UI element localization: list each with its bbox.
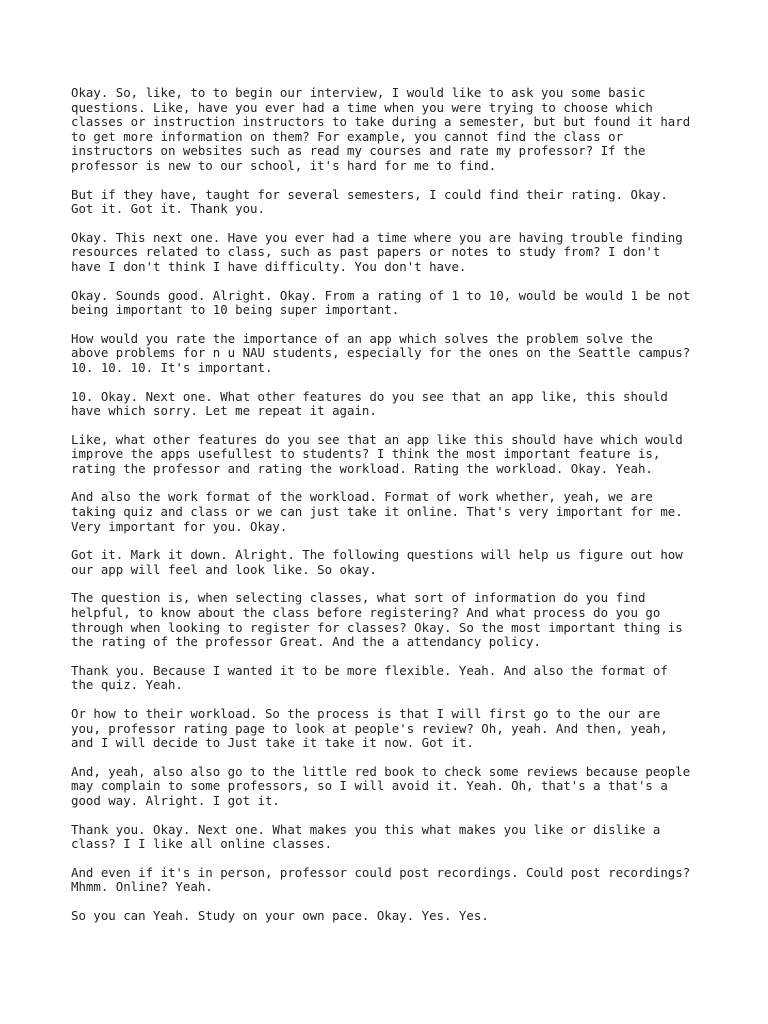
transcript-paragraph: Like, what other features do you see that an app like this should have which would improve the apps usefullest to students? I think the most important feature is, rating the professor and rating the workload. Rating the workload. Okay. Yeah. [71,431,683,476]
transcript-paragraph: 10. Okay. Next one. What other features do you see that an app like, this should have which sorry. Let me repeat it again. [71,388,668,419]
transcript-paragraph: Okay. Sounds good. Alright. Okay. From a rating of 1 to 10, would be would 1 be not being important to 10 being super important. [71,287,691,318]
transcript-paragraph: Got it. Mark it down. Alright. The following questions will help us figure out how our app will feel and look like. So okay. [71,547,683,577]
transcript-paragraph: Thank you. Okay. Next one. What makes you this what makes you like or dislike a class? I I like all online classes. [71,821,661,852]
transcript-paragraph: Or how to their workload. So the process is that I will first go to the our are you, professor rating page to look at people's review? Oh, yeah. And then, yeah, and I will decide to Just take it take it now. Got it. [71,706,668,751]
transcript-paragraph: How would you rate the importance of an app which solves the problem solve the above problems for n u NAU students, especially for the ones on the Seattle campus? 10. 10. 10. It's important. [71,330,691,375]
transcript-paragraph: Okay. So, like, to to begin our interview, I would like to ask you some basic questions. Like, have you ever had a time when you were trying to choose which classes or instruction instructors to take during a semester, but but found it hard to get more information on them? For example, you cannot find the class or instructors on websites such as read my courses and rate my professor? If the professor is new to our school, it's hard for me to find. [71,85,691,173]
transcript-paragraph: But if they have, taught for several semesters, I could find their rating. Okay. Got it. Got it. Thank you. [71,186,668,217]
transcript-page [71,86,711,938]
transcript-paragraph: And, yeah, also also go to the little red book to check some reviews because people may complain to some professors, so I will avoid it. Yeah. Oh, that's a that's a good way. Alright. I got it. [71,763,691,808]
transcript-paragraph: Thank you. Because I wanted it to be more flexible. Yeah. And also the format of the quiz. Yeah. [71,662,668,693]
transcript-paragraph: Okay. This next one. Have you ever had a time where you are having trouble finding resources related to class, such as past papers or notes to study from? I don't have I don't think I have difficulty. You don't have. [71,229,683,274]
transcript-paragraph: The question is, when selecting classes, what sort of information do you find helpful, to know about the class before registering? And what process do you go through when looking to register for classes? Okay. So the most important thing is the rating of the professor Great. And the a attendancy policy. [71,590,683,650]
transcript-paragraph: And even if it's in person, professor could post recordings. Could post recordings? Mhmm. Online? Yeah. [71,864,691,895]
transcript-paragraph: And also the work format of the workload. Format of work whether, yeah, we are taking quiz and class or we can just take it online. That's very important for me. Very important for you. Okay. [71,489,683,534]
transcript-paragraph: So you can Yeah. Study on your own pace. Okay. Yes. Yes. [71,907,489,923]
